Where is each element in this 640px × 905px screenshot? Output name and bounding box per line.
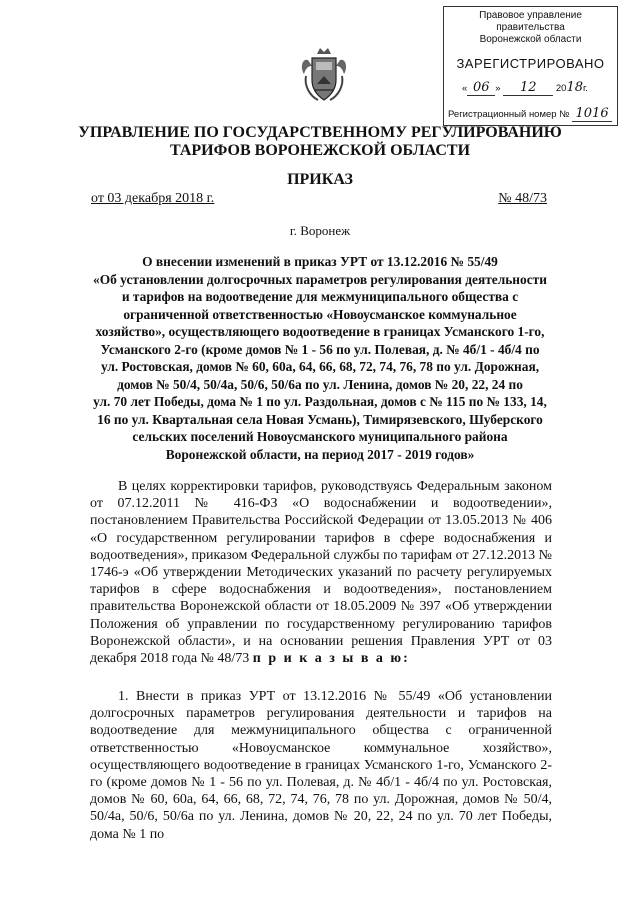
org-title-line1: УПРАВЛЕНИЕ ПО ГОСУДАРСТВЕННОМУ РЕГУЛИРОВАНИЮ bbox=[78, 124, 562, 141]
doc-type-title: ПРИКАЗ bbox=[287, 171, 353, 188]
stamp-org-line1: Правовое управление правительства bbox=[479, 10, 582, 33]
heading-line: домов № 50/4, 50/4а, 50/6, 50/6а по ул. Ленина, домов № 20, 22, 24 по bbox=[117, 376, 523, 392]
heading-line: Усманского 2-го (кроме домов № 1 - 56 по ул. Полевая, д. № 4б/1 - 4б/4 по bbox=[100, 341, 540, 357]
stamp-reg-number-label: Регистрационный номер № bbox=[448, 109, 570, 120]
stamp-date-year-suffix: 18 bbox=[566, 80, 583, 95]
stamp-org-line2: Воронежской области bbox=[479, 34, 582, 45]
order-date: от 03 декабря 2018 г. bbox=[91, 191, 215, 206]
stamp-date-year-end: г. bbox=[583, 83, 588, 94]
heading-line: хозяйство», осуществляющего водоотведение в границах Усманского 1-го, bbox=[95, 324, 545, 339]
stamp-reg-number bbox=[444, 106, 617, 122]
stamp-date-month: 12 bbox=[503, 80, 553, 96]
heading-line: 16 по ул. Квартальная села Новая Усмань), Тимирязевского, Шуберского bbox=[97, 411, 543, 427]
coat-of-arms-emblem bbox=[300, 46, 348, 104]
preamble-order-word: п р и к а з ы в а ю: bbox=[252, 651, 410, 667]
heading-line: ул. 70 лет Победы, дома № 1 по ул. Раздольная, домов с № 115 по № 133, 14, bbox=[93, 394, 547, 409]
registration-stamp bbox=[443, 6, 618, 126]
heading-line: О внесении изменений в приказ УРТ от 13.12.2016 № 55/49 bbox=[142, 254, 498, 269]
heading-line: Воронежской области, на период 2017 - 2019 годов» bbox=[165, 446, 475, 462]
stamp-date-year-prefix: 20 bbox=[555, 83, 567, 94]
preamble-paragraph bbox=[90, 478, 552, 667]
heading-line: сельских поселений Новоусманского муниципального района bbox=[132, 429, 508, 444]
order-number: № 48/73 bbox=[498, 191, 547, 206]
stamp-date: « 06 » 12 2018г. bbox=[462, 80, 588, 95]
heading-line: ограниченной ответственностью «Новоусманское коммунальное bbox=[123, 306, 517, 322]
heading-line: «Об установлении долгосрочных параметров регулирования деятельности bbox=[93, 271, 547, 287]
stamp-reg-number-value: 1016 bbox=[572, 106, 612, 122]
heading-line: ул. Ростовская, домов № 60, 60а, 64, 66, 68, 72, 74, 76, 78 по ул. Дорожная, bbox=[100, 359, 540, 374]
item-1-paragraph bbox=[90, 688, 552, 843]
heading-line: и тарифов на водоотведение для межмуниципального общества с bbox=[121, 289, 519, 304]
org-title-line2: ТАРИФОВ ВОРОНЕЖСКОЙ ОБЛАСТИ bbox=[169, 142, 471, 159]
stamp-date-day: 06 bbox=[467, 80, 495, 96]
city-name: г. Воронеж bbox=[289, 223, 351, 238]
item-1-text: 1. Внести в приказ УРТ от 13.12.2016 № 55/49 «Об установлении долгосрочных параметров регулирования деятельности и тарифов на водоотведение для межмуниципального общества с ограниченной ответственностью «Новоусманское коммунальное хозяйство», осуществляющего водоотведение в границах Усманского 1-го, Усманского 2-го (кроме домов № 1 - 56 по ул. Полевая, д. № 4б/1 - 4б/4 по ул. Ростовская, домов № 60, 60а, 64, 66, 68, 72, 74, 76, 78 по ул. Дорожная, домов № 50/4, 50/4а, 50/6, 50/6а по ул. Ленина, домов № 20, 22, 24 по ул. 70 лет Победы, дома № 1 по bbox=[90, 689, 552, 842]
preamble-text: В целях корректировки тарифов, руководствуясь Федеральным законом от 07.12.2011 № 416-ФЗ «О водоснабжении и водоотведении», постановлением Правительства Российской Федерации от 13.05.2013 № 406 «О государственном регулировании тарифов в сфере водоснабжения и водоотведения», приказом Федеральной службы по тарифам от 27.12.2013 № 1746-э «Об утверждении Методических указаний по расчету регулируемых тарифов в сфере водоснабжения и водоотведения», постановлением правительства Воронежской области от 18.05.2009 № 397 «Об утверждении Положения об управлении по государственному регулированию тарифов Воронежской области», и на основании решения Правления УРТ от 03 декабря 2018 года № 48/73 bbox=[90, 479, 552, 667]
stamp-registered: ЗАРЕГИСТРИРОВАНО bbox=[456, 56, 605, 71]
order-heading bbox=[90, 253, 550, 463]
